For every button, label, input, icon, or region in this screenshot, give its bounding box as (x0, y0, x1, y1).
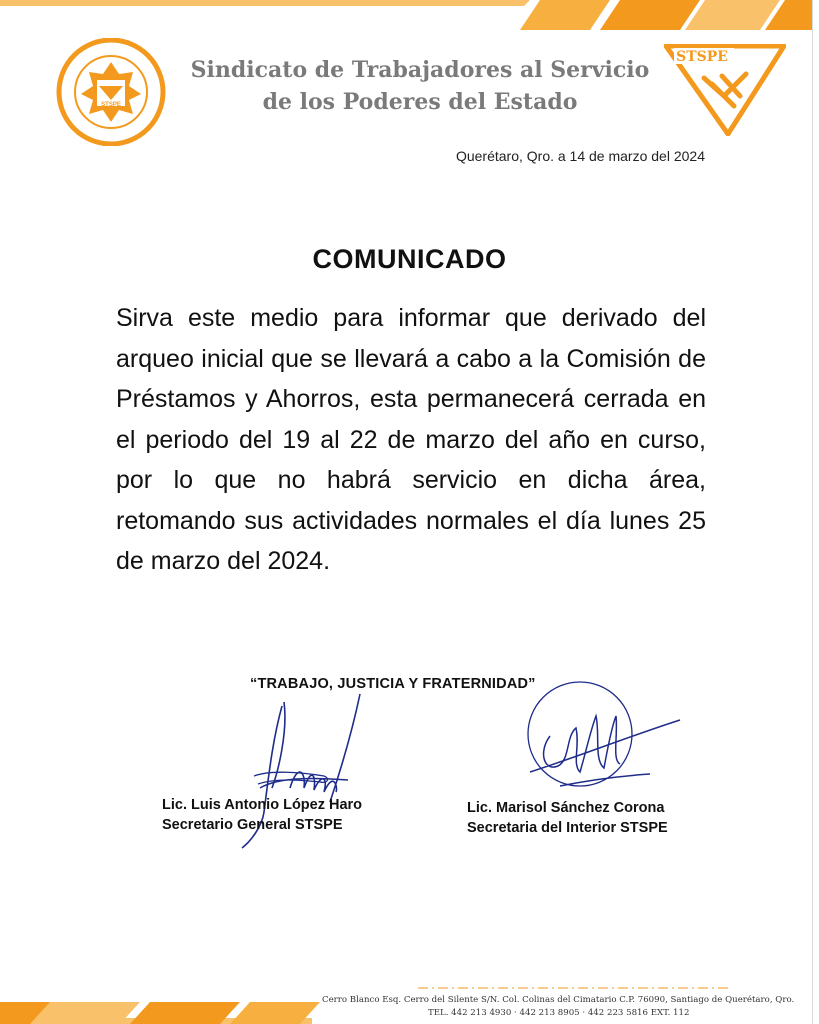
union-seal-logo (55, 38, 167, 146)
stspe-logo (664, 44, 786, 136)
signatory-left (162, 795, 362, 835)
date-line: Querétaro, Qro. a 14 de marzo del 2024 (455, 148, 705, 164)
signatory-left-position: Secretario General STSPE (162, 817, 343, 833)
signatory-left-name: Lic. Luis Antonio López Haro (162, 797, 363, 813)
logo-text: STSPE (676, 49, 728, 65)
seal-center-text: STSPE (101, 102, 121, 108)
document-title: COMUNICADO (312, 244, 507, 274)
signatory-right-name: Lic. Marisol Sánchez Corona (467, 800, 665, 816)
org-name-line-1: Sindicato de Trabajadores al Servicio (190, 57, 650, 83)
signatory-right (467, 798, 668, 838)
signatory-right-position: Secretaria del Interior STSPE (467, 820, 668, 836)
bottom-decorative-band (0, 984, 812, 1024)
announcement-body: Sirva este medio para informar que derivado del arqueo inicial que se llevará a cabo a la Comisión de Préstamos y Ahorros, esta permanecerá cerrada en el periodo del 19 al 22 de marzo del año en curso, por lo que no habrá servicio en dicha área, retomando sus actividades normales el día lunes 25 de marzo del 2024. (116, 304, 706, 575)
top-decorative-band (0, 0, 812, 30)
motto: “TRABAJO, JUSTICIA Y FRATERNIDAD” (250, 676, 536, 692)
organization-name (170, 54, 670, 118)
footer-address: Cerro Blanco Esq. Cerro del Silente S/N. Col. Colinas del Cimatario C.P. 76090, Santiago de Querétaro, Qro. (322, 995, 795, 1005)
footer-phones: TEL. 442 213 4930 · 442 213 8905 · 442 223 5816 EXT. 112 (428, 1008, 690, 1018)
org-name-line-2: de los Poderes del Estado (262, 89, 578, 115)
